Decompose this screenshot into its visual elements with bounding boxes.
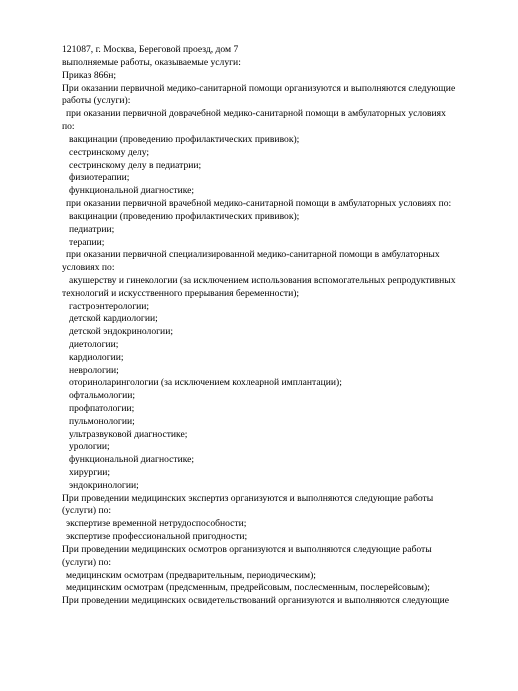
list-item-continuation: технологий и искусственного прерывания беременности); (62, 288, 300, 299)
list-item: функциональной диагностике; (69, 185, 195, 196)
paragraph-line: При проведении медицинских освидетельствований организуются и выполняются следующие (62, 595, 450, 606)
list-item: детской эндокринологии; (69, 326, 173, 337)
list-item: экспертизе профессиональной пригодности; (66, 531, 248, 542)
list-item: кардиологии; (69, 352, 124, 363)
list-item: сестринскому делу в педиатрии; (69, 160, 202, 171)
subsection-line: условиях по: (62, 262, 115, 273)
list-item: вакцинации (проведению профилактических прививок); (69, 134, 300, 145)
list-item: неврологии; (69, 365, 119, 376)
list-item: акушерству и гинекологии (за исключением использования вспомогательных репродуктивных (69, 275, 456, 286)
list-item: педиатрии; (69, 224, 115, 235)
paragraph-line: При проведении медицинских экспертиз организуются и выполняются следующие работы (62, 493, 434, 504)
address-line: 121087, г. Москва, Береговой проезд, дом 7 (62, 44, 239, 55)
list-item: функциональной диагностике; (69, 454, 195, 465)
subsection-line: при оказании первичной врачебной медико-санитарной помощи в амбулаторных условиях по: (66, 198, 452, 209)
subsection-line: при оказании первичной специализированной медико-санитарной помощи в амбулаторных (66, 249, 440, 260)
list-item: ультразвуковой диагностике; (69, 429, 188, 440)
list-item: хирургии; (69, 467, 111, 478)
subsection-line: по: (62, 121, 75, 132)
services-heading: выполняемые работы, оказываемые услуги: (62, 57, 241, 68)
list-item: терапии; (69, 237, 105, 248)
paragraph-line: При проведении медицинских осмотров организуются и выполняются следующие работы (62, 544, 432, 555)
list-item: медицинским осмотрам (предварительным, периодическим); (66, 570, 316, 581)
list-item: экспертизе временной нетрудоспособности; (66, 518, 247, 529)
paragraph-line: (услуги) по: (62, 505, 112, 516)
list-item: пульмонологии; (69, 416, 135, 427)
list-item: физиотерапии; (69, 172, 130, 183)
paragraph-line: (услуги) по: (62, 557, 112, 568)
paragraph-line: работы (услуги): (62, 95, 131, 106)
list-item: урологии; (69, 441, 110, 452)
subsection-line: при оказании первичной доврачебной медико-санитарной помощи в амбулаторных условиях (66, 108, 446, 119)
order-reference: Приказ 866н; (62, 70, 117, 81)
list-item: эндокринологии; (69, 480, 139, 491)
list-item: детской кардиологии; (69, 313, 158, 324)
list-item: сестринскому делу; (69, 147, 150, 158)
list-item: офтальмологии; (69, 390, 136, 401)
list-item: вакцинации (проведению профилактических прививок); (69, 211, 300, 222)
list-item: оториноларингологии (за исключением кохлеарной имплантации); (69, 377, 342, 388)
list-item: профпатологии; (69, 403, 135, 414)
paragraph-line: При оказании первичной медико-санитарной помощи организуются и выполняются следующие (62, 83, 456, 94)
list-item: гастроэнтерологии; (69, 301, 150, 312)
list-item: медицинским осмотрам (предсменным, предрейсовым, послесменным, послерейсовым); (66, 582, 430, 593)
list-item: диетологии; (69, 339, 119, 350)
